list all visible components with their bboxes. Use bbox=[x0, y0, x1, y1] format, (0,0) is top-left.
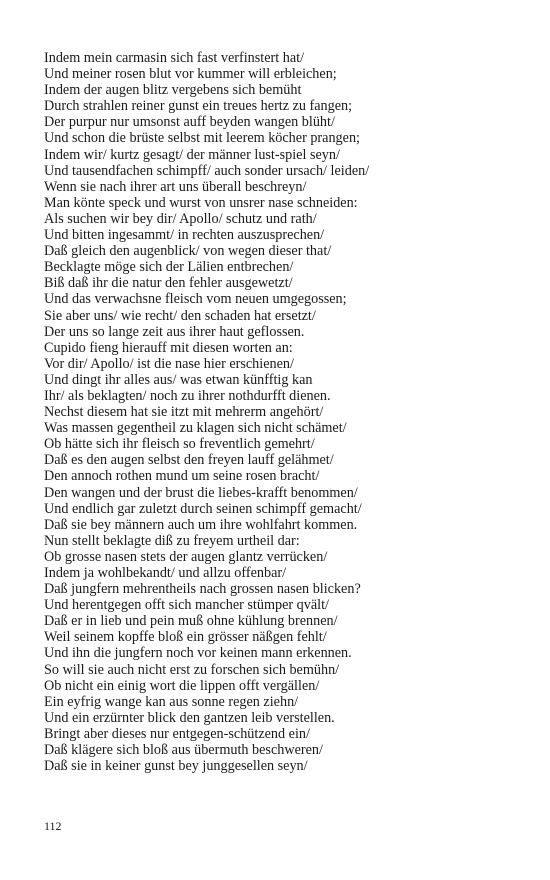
poem-line: Nechst diesem hat sie itzt mit mehrerm angehört/ bbox=[44, 404, 324, 421]
poem-line: Und meiner rosen blut vor kummer will erbleichen; bbox=[44, 66, 337, 83]
poem-line: Bringt aber dieses nur entgegen-schützend ein/ bbox=[44, 725, 310, 742]
poem-line: Daß er in lieb und pein muß ohne kühlung brennen/ bbox=[44, 613, 338, 630]
poem-line: Indem ja wohlbekandt/ und allzu offenbar/ bbox=[44, 565, 287, 581]
poem-line: Biß daß ihr die natur den fehler ausgewetzt/ bbox=[44, 275, 293, 292]
poem-line: Becklagte möge sich der Lälien entbrechen/ bbox=[44, 259, 294, 276]
poem-line: Und tausendfachen schimpff/ auch sonder ursach/ leiden/ bbox=[44, 162, 370, 179]
poem-line: Indem wir/ kurtz gesagt/ der männer lust-spiel seyn/ bbox=[44, 146, 340, 163]
poem-line: Und ihn die jungfern noch vor keinen mann erkennen. bbox=[44, 645, 352, 662]
poem-line: Daß sie in keiner gunst bey junggesellen seyn/ bbox=[44, 758, 308, 775]
poem-line: Durch strahlen reiner gunst ein treues hertz zu fangen; bbox=[44, 98, 353, 115]
poem-line: Und ein erzürnter blick den gantzen leib verstellen. bbox=[44, 709, 335, 726]
poem-line: Weil seinem kopffe bloß ein grösser näßgen fehlt/ bbox=[44, 629, 327, 646]
poem-line: Ob grosse nasen stets der augen glantz verrücken/ bbox=[44, 548, 328, 565]
poem-line: Daß jungfern mehrentheils nach grossen nasen blicken? bbox=[44, 581, 361, 598]
page-number: 112 bbox=[44, 819, 62, 833]
poem-line: Man könte speck und wurst von unsrer nase schneiden: bbox=[44, 194, 358, 211]
poem-line: Ob nicht ein einig wort die lippen offt vergällen/ bbox=[44, 677, 320, 694]
poem-line: Was massen gegentheil zu klagen sich nicht schämet/ bbox=[44, 420, 347, 437]
poem-line: Daß klägere sich bloß aus übermuth beschweren/ bbox=[44, 742, 323, 759]
poem-line: Wenn sie nach ihrer art uns überall beschreyn/ bbox=[44, 178, 307, 195]
poem-line: Ob hätte sich ihr fleisch so freventlich gemehrt/ bbox=[44, 436, 315, 453]
poem-line: Und bitten ingesammt/ in rechten auszusprechen/ bbox=[44, 227, 325, 244]
poem-line: Cupido fieng hierauff mit diesen worten an: bbox=[44, 339, 293, 356]
poem-line: Den wangen und der brust die liebes-krafft benommen/ bbox=[44, 484, 358, 501]
poem-line: Und herentgegen offt sich mancher stümper qvält/ bbox=[44, 597, 329, 614]
poem-line: Ihr/ als beklagten/ noch zu ihrer nothdurfft dienen. bbox=[44, 387, 331, 404]
poem-line: Nun stellt beklagte diß zu freyem urtheil dar: bbox=[44, 532, 300, 549]
poem-line: Der purpur nur umsonst auff beyden wangen blüht/ bbox=[44, 114, 335, 131]
poem-line: Der uns so lange zeit aus ihrer haut geflossen. bbox=[44, 323, 305, 340]
poem-line: Indem mein carmasin sich fast verfinstert hat/ bbox=[44, 50, 305, 66]
poem-line: Und das verwachsne fleisch vom neuen umgegossen; bbox=[44, 291, 347, 308]
poem-line: Daß es den augen selbst den freyen lauff gelähmet/ bbox=[44, 452, 334, 469]
poem-line: Daß sie bey männern auch um ihre wohlfahrt kommen. bbox=[44, 516, 358, 533]
poem-line: Indem der augen blitz vergebens sich bemüht bbox=[44, 82, 302, 99]
poem-line: Ein eyfrig wange kan aus sonne regen ziehn/ bbox=[44, 693, 299, 710]
poem-line: Vor dir/ Apollo/ ist die nase hier erschienen/ bbox=[44, 355, 294, 372]
poem-line: Und schon die brüste selbst mit leerem köcher prangen; bbox=[44, 130, 360, 147]
poem-line: Und dingt ihr alles aus/ was etwan künfftig kan bbox=[44, 371, 313, 388]
poem-text bbox=[44, 50, 514, 774]
poem-line: Daß gleich den augenblick/ von wegen dieser that/ bbox=[44, 243, 332, 260]
poem-line: Und endlich gar zuletzt durch seinen schimpff gemacht/ bbox=[44, 500, 362, 517]
poem-line: Sie aber uns/ wie recht/ den schaden hat ersetzt/ bbox=[44, 307, 316, 324]
poem-line: Als suchen wir bey dir/ Apollo/ schutz und rath/ bbox=[44, 210, 317, 227]
poem-line: Den annoch rothen mund um seine rosen bracht/ bbox=[44, 468, 320, 485]
poem-line: So will sie auch nicht erst zu forschen sich bemühn/ bbox=[44, 661, 340, 678]
